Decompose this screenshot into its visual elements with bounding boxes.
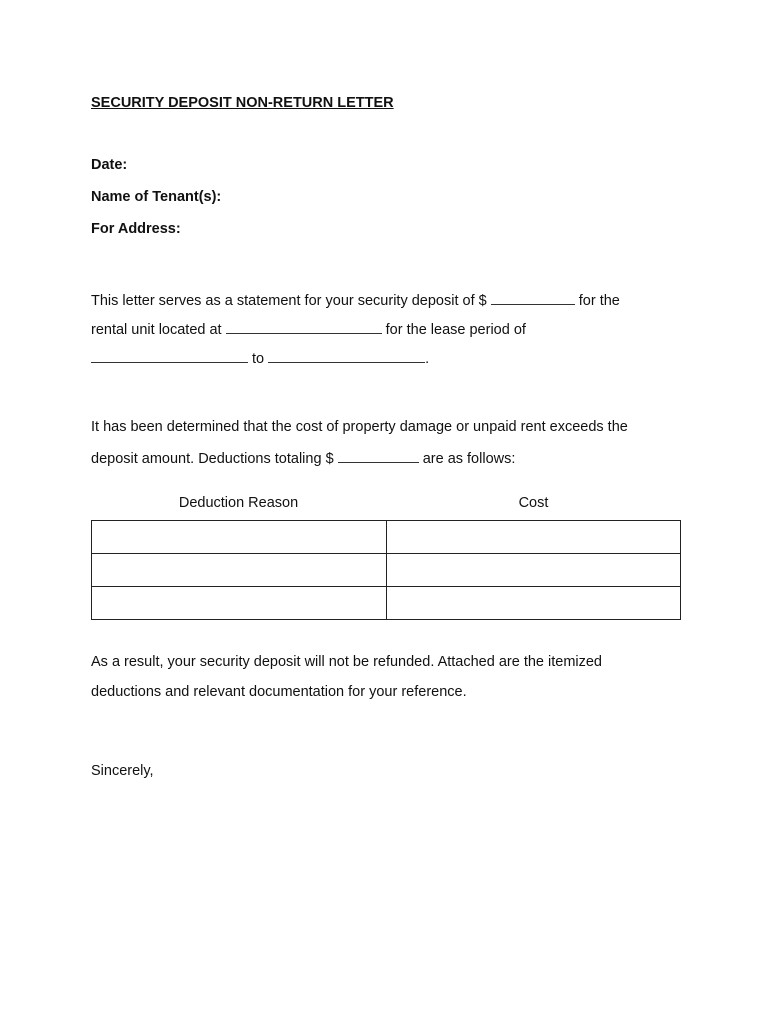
address-label: For Address:: [91, 221, 181, 237]
deposit-amount-blank[interactable]: [491, 292, 575, 305]
deduction-reason-cell[interactable]: [92, 587, 387, 620]
p2-text-b: are as follows:: [422, 451, 516, 467]
rental-unit-blank[interactable]: [226, 321, 382, 334]
tenant-name-label: Name of Tenant(s):: [91, 189, 222, 205]
table-row: [92, 554, 681, 587]
cost-header: Cost: [518, 495, 549, 511]
cost-cell[interactable]: [386, 521, 681, 554]
paragraph-2-line-1: It has been determined that the cost of property damage or unpaid rent exceeds the: [91, 419, 628, 435]
paragraph-3-line-2: deductions and relevant documentation for your reference.: [91, 684, 467, 700]
letter-title: SECURITY DEPOSIT NON-RETURN LETTER: [91, 95, 394, 111]
p1-text-a: This letter serves as a statement for your security deposit of $: [91, 293, 487, 309]
deductions-table: [91, 520, 681, 620]
table-row: [92, 521, 681, 554]
paragraph-3-line-1: As a result, your security deposit will not be refunded. Attached are the itemized: [91, 654, 602, 670]
p1-text-c: rental unit located at: [91, 322, 222, 338]
cost-cell[interactable]: [386, 554, 681, 587]
p1-text-f: .: [425, 351, 430, 367]
p1-text-e: to: [252, 351, 265, 367]
lease-end-blank[interactable]: [268, 350, 425, 363]
p2-text-a: deposit amount. Deductions totaling $: [91, 451, 334, 467]
closing-text: Sincerely,: [91, 763, 154, 779]
deduction-reason-cell[interactable]: [92, 521, 387, 554]
p1-text-d: for the lease period of: [385, 322, 526, 338]
paragraph-2-line-2: [91, 450, 515, 467]
deduction-reason-cell[interactable]: [92, 554, 387, 587]
lease-start-blank[interactable]: [91, 350, 248, 363]
cost-cell[interactable]: [386, 587, 681, 620]
table-row: [92, 587, 681, 620]
deduction-reason-header: Deduction Reason: [178, 495, 299, 511]
paragraph-1-line-2: [91, 321, 526, 338]
paragraph-1-line-1: [91, 292, 620, 309]
p1-text-b: for the: [578, 293, 620, 309]
deductions-total-blank[interactable]: [338, 450, 419, 463]
date-label: Date:: [91, 157, 128, 173]
paragraph-1-line-3: [91, 350, 429, 367]
